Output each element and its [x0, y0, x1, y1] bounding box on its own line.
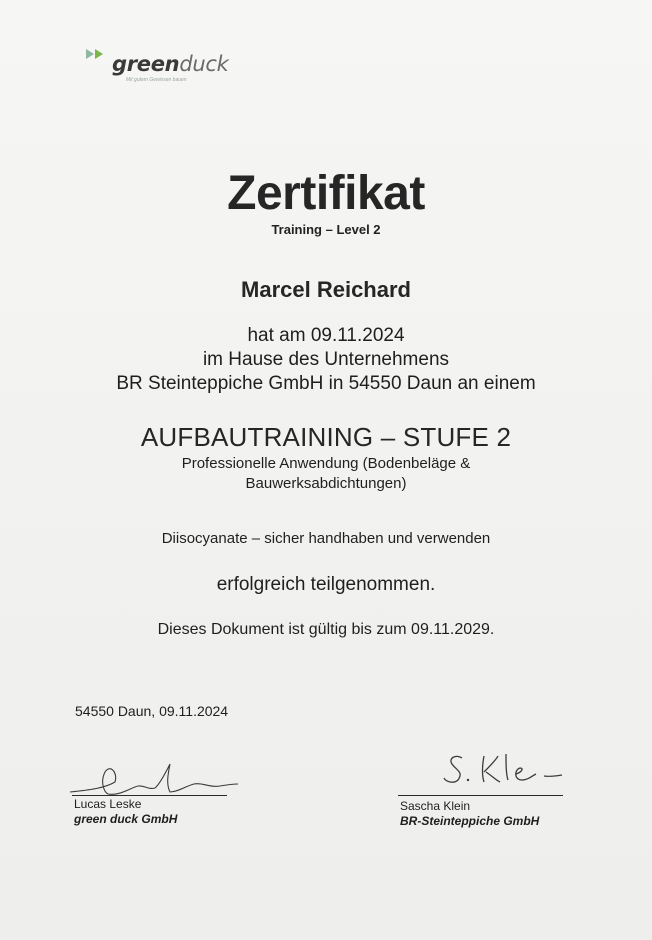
signer-name: Lucas Leske [74, 797, 142, 811]
greenduck-logo [86, 44, 246, 88]
validity-line: Dieses Dokument ist gültig bis zum 09.11.2029. [157, 621, 495, 638]
logo-tagline: Mit gutem Gewissen bauen [126, 77, 187, 83]
company-line: BR Steinteppiche GmbH in 54550 Daun an einem [116, 373, 536, 394]
course-title: AUFBAUTRAINING – STUFE 2 [140, 422, 512, 452]
result-line: erfolgreich teilgenommen. [216, 574, 436, 595]
course-description-line1: Professionelle Anwendung (Bodenbeläge & [181, 455, 471, 472]
signer-company: green duck GmbH [74, 812, 178, 826]
signature-line-left [72, 795, 227, 796]
logo-wordmark: greenduck [112, 52, 229, 76]
signer-left [74, 797, 177, 827]
signer-right [400, 799, 539, 829]
certificate-subtitle: Training – Level 2 [271, 222, 381, 237]
signature-sascha-klein [440, 746, 570, 796]
place-date: 54550 Daun, 09.11.2024 [75, 703, 229, 719]
company-intro-line: im Hause des Unternehmens [202, 349, 450, 370]
signature-line-right [398, 795, 563, 796]
course-description-line2: Bauwerksabdichtungen) [245, 475, 407, 492]
signer-name: Sascha Klein [400, 799, 471, 813]
course-topic: Diisocyanate – sicher handhaben und verwenden [161, 530, 491, 547]
participant-name: Marcel Reichard [241, 277, 411, 302]
date-line: hat am 09.11.2024 [247, 325, 405, 346]
signer-company: BR-Steinteppiche GmbH [400, 814, 540, 828]
certificate-title: Zertifikat [227, 167, 425, 220]
